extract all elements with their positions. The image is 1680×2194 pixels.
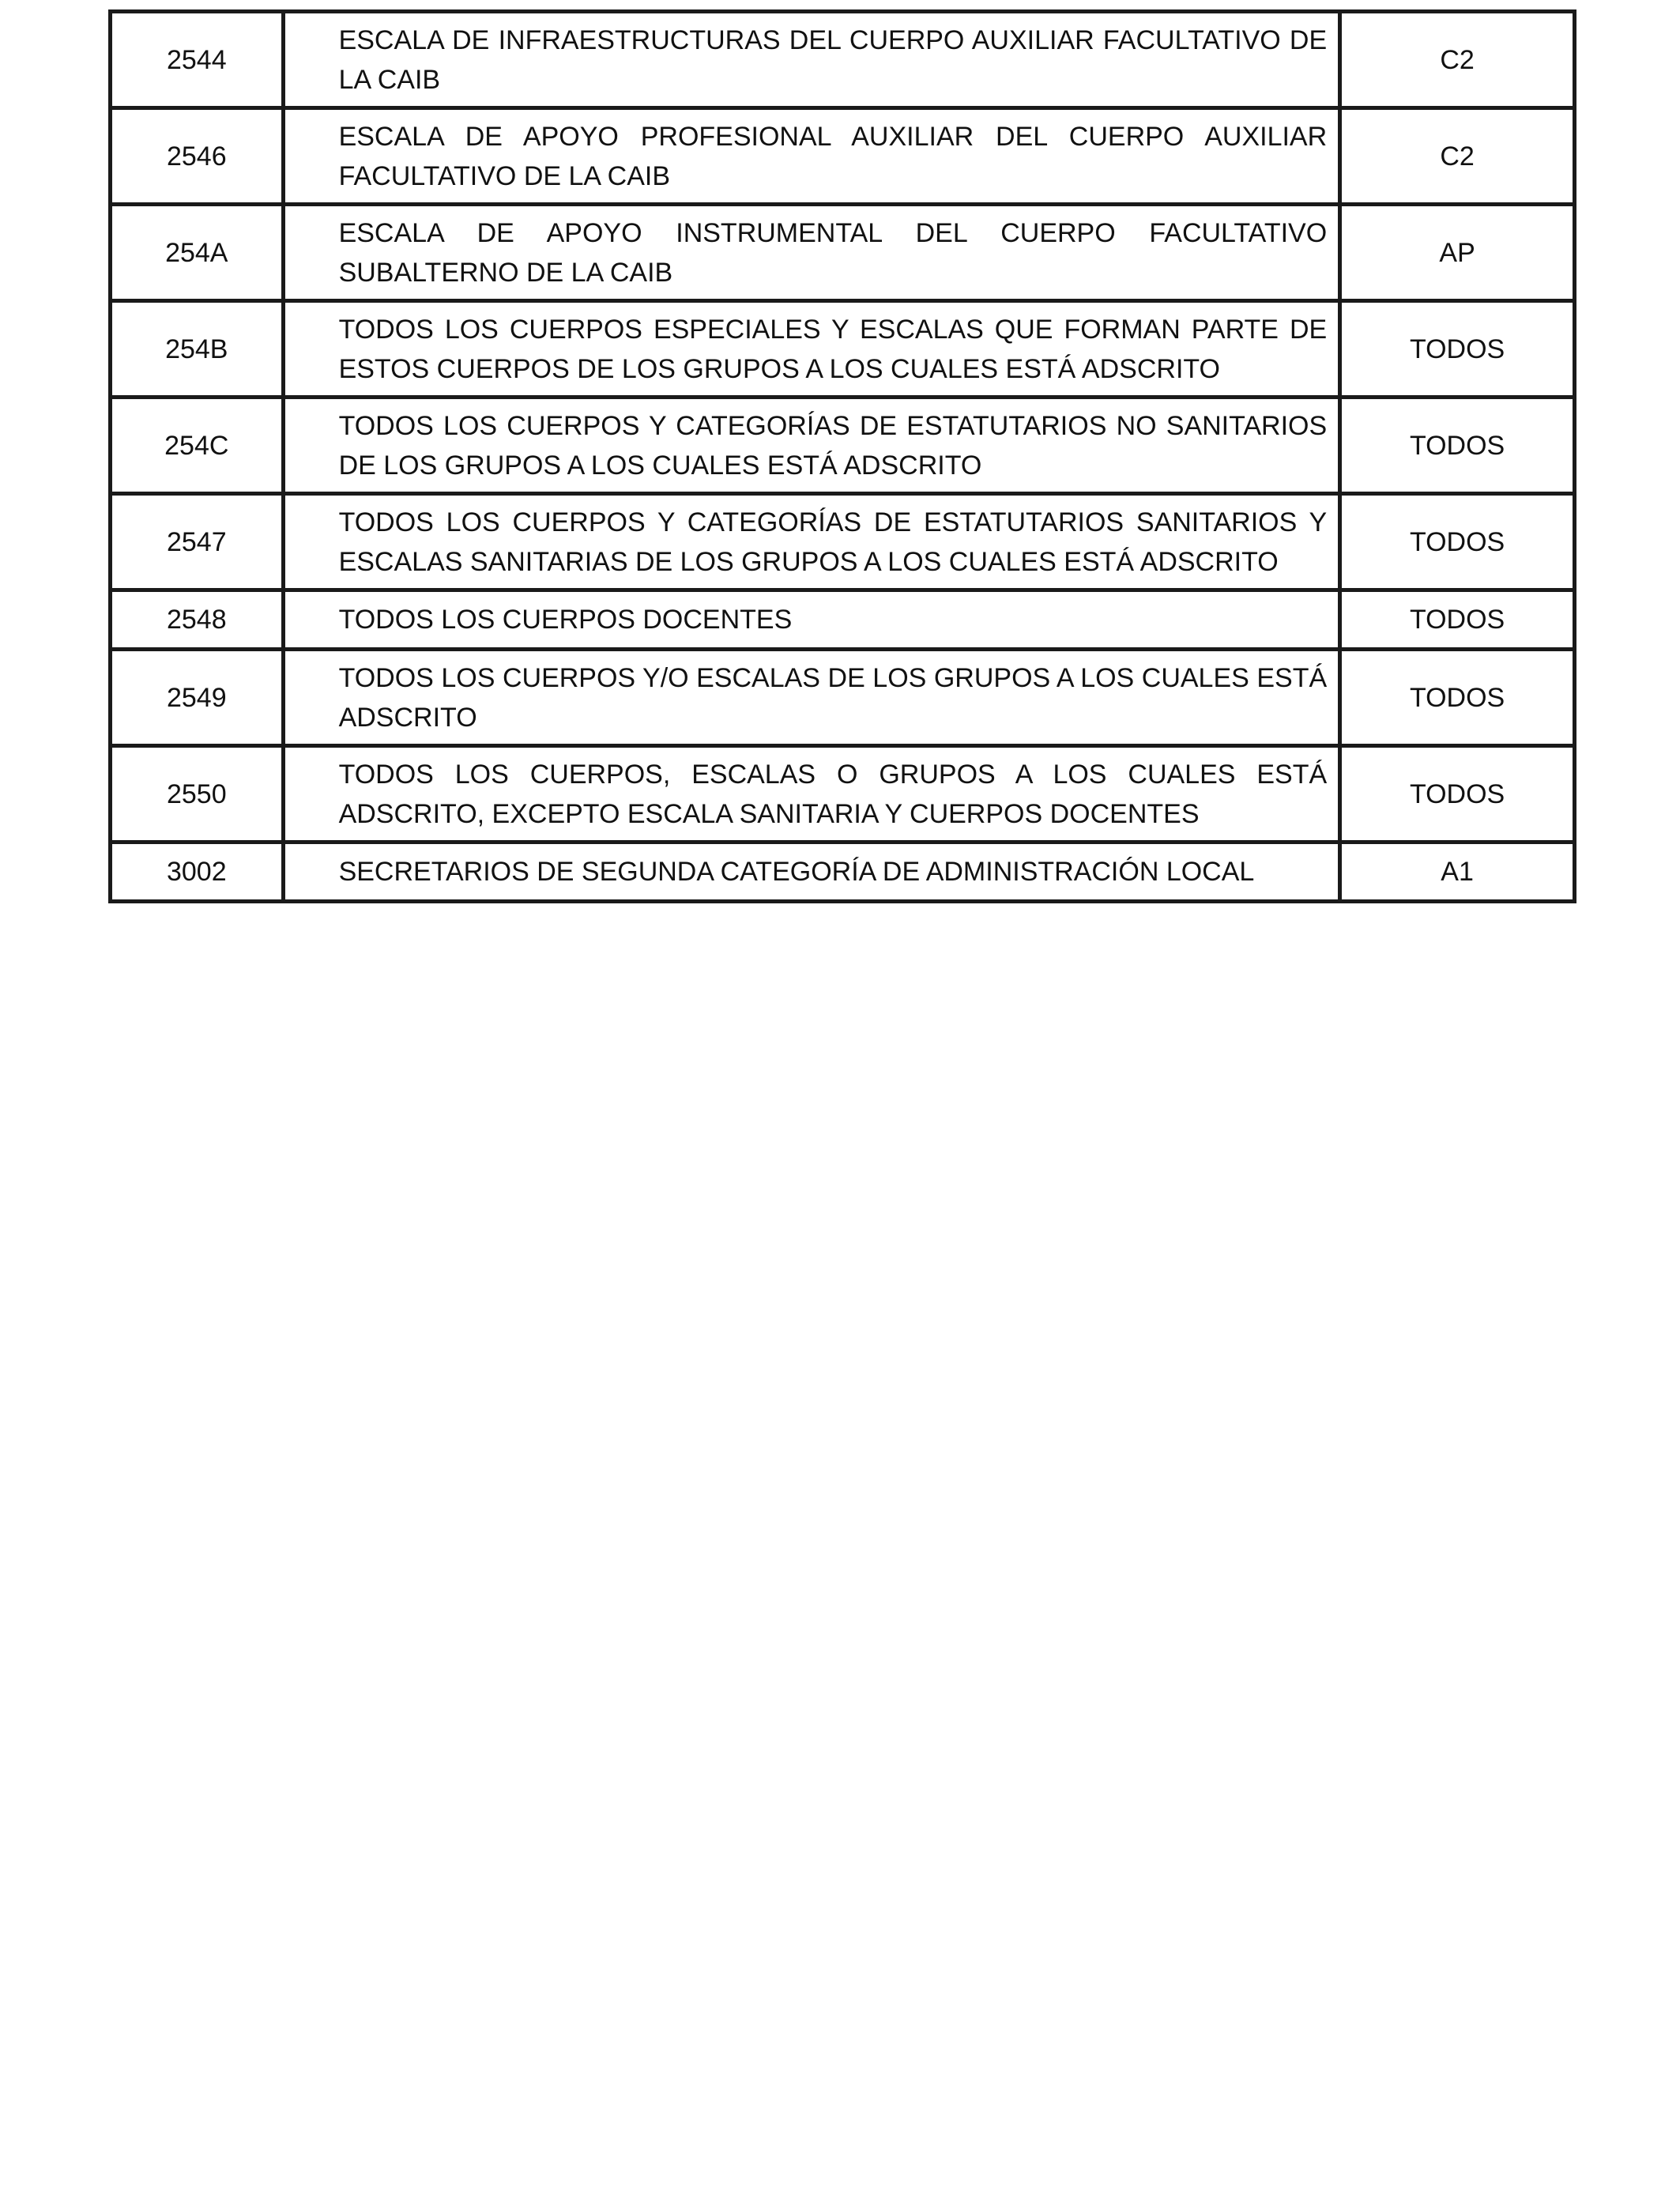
group-cell: AP	[1340, 205, 1575, 301]
description-cell: ESCALA DE APOYO PROFESIONAL AUXILIAR DEL CUERPO AUXILIAR FACULTATIVO DE LA CAIB	[283, 108, 1340, 205]
classification-table	[108, 9, 1576, 903]
table-row	[111, 205, 1575, 301]
table-row	[111, 108, 1575, 205]
table-row	[111, 398, 1575, 494]
table-row	[111, 590, 1575, 650]
table-body	[111, 12, 1575, 902]
code-cell: 2546	[111, 108, 284, 205]
description-cell: TODOS LOS CUERPOS ESPECIALES Y ESCALAS QUE FORMAN PARTE DE ESTOS CUERPOS DE LOS GRUPOS A LOS CUALES ESTÁ ADSCRITO	[283, 301, 1340, 398]
group-cell: TODOS	[1340, 650, 1575, 746]
description-cell: ESCALA DE APOYO INSTRUMENTAL DEL CUERPO FACULTATIVO SUBALTERNO DE LA CAIB	[283, 205, 1340, 301]
code-cell: 254C	[111, 398, 284, 494]
code-cell: 2550	[111, 746, 284, 843]
code-cell: 2548	[111, 590, 284, 650]
description-cell: ESCALA DE INFRAESTRUCTURAS DEL CUERPO AUXILIAR FACULTATIVO DE LA CAIB	[283, 12, 1340, 108]
description-cell: TODOS LOS CUERPOS Y CATEGORÍAS DE ESTATUTARIOS NO SANITARIOS DE LOS GRUPOS A LOS CUALES ESTÁ ADSCRITO	[283, 398, 1340, 494]
group-cell: C2	[1340, 12, 1575, 108]
table-row	[111, 843, 1575, 902]
table-row	[111, 301, 1575, 398]
description-cell: TODOS LOS CUERPOS Y/O ESCALAS DE LOS GRUPOS A LOS CUALES ESTÁ ADSCRITO	[283, 650, 1340, 746]
description-cell: TODOS LOS CUERPOS, ESCALAS O GRUPOS A LOS CUALES ESTÁ ADSCRITO, EXCEPTO ESCALA SANITARIA Y CUERPOS DOCENTES	[283, 746, 1340, 843]
group-cell: TODOS	[1340, 746, 1575, 843]
table-row	[111, 12, 1575, 108]
code-cell: 3002	[111, 843, 284, 902]
code-cell: 2544	[111, 12, 284, 108]
table-row	[111, 494, 1575, 590]
group-cell: TODOS	[1340, 590, 1575, 650]
code-cell: 254B	[111, 301, 284, 398]
description-cell: TODOS LOS CUERPOS DOCENTES	[283, 590, 1340, 650]
group-cell: A1	[1340, 843, 1575, 902]
code-cell: 2547	[111, 494, 284, 590]
table-row	[111, 650, 1575, 746]
description-cell: TODOS LOS CUERPOS Y CATEGORÍAS DE ESTATUTARIOS SANITARIOS Y ESCALAS SANITARIAS DE LOS GRUPOS A LOS CUALES ESTÁ ADSCRITO	[283, 494, 1340, 590]
code-cell: 2549	[111, 650, 284, 746]
code-cell: 254A	[111, 205, 284, 301]
description-cell: SECRETARIOS DE SEGUNDA CATEGORÍA DE ADMINISTRACIÓN LOCAL	[283, 843, 1340, 902]
group-cell: C2	[1340, 108, 1575, 205]
group-cell: TODOS	[1340, 301, 1575, 398]
table-row	[111, 746, 1575, 843]
group-cell: TODOS	[1340, 398, 1575, 494]
group-cell: TODOS	[1340, 494, 1575, 590]
